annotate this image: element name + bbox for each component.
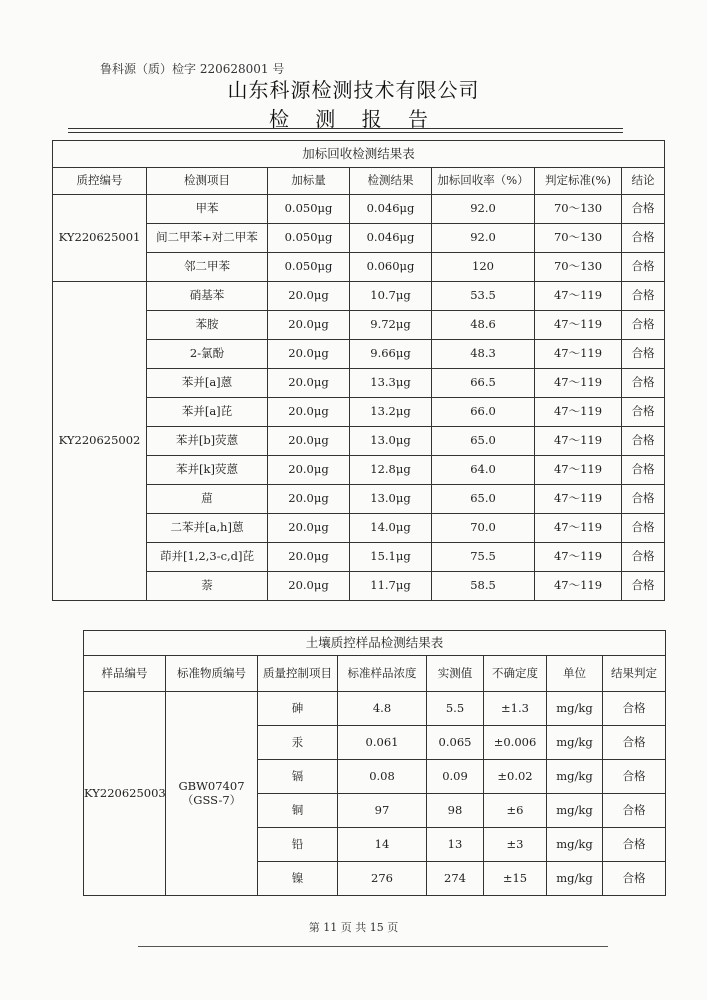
table-cell: mg/kg (547, 760, 603, 794)
table-cell: 20.0μg (268, 514, 350, 543)
table-cell: 20.0μg (268, 282, 350, 311)
reference-material-number: GBW07407 (178, 779, 245, 794)
table-cell: 合格 (622, 224, 665, 253)
table-cell: 硝基苯 (147, 282, 268, 311)
table-cell: 53.5 (432, 282, 535, 311)
reference-material-cell (166, 692, 258, 896)
table-cell: 合格 (603, 794, 666, 828)
table-cell: 65.0 (432, 427, 535, 456)
table-cell: 合格 (622, 311, 665, 340)
table-cell: 合格 (622, 514, 665, 543)
table-cell: 苯并[b]荧蒽 (147, 427, 268, 456)
table-cell: 48.3 (432, 340, 535, 369)
table-cell: 镍 (258, 862, 338, 896)
table-cell: 砷 (258, 692, 338, 726)
table-cell: 20.0μg (268, 427, 350, 456)
table-cell: 13.0μg (350, 427, 432, 456)
table-header-row (84, 656, 666, 692)
table-cell: 10.7μg (350, 282, 432, 311)
table-cell: 合格 (622, 340, 665, 369)
column-header: 质量控制项目 (258, 656, 338, 692)
table-cell: 合格 (622, 485, 665, 514)
table-cell: 47～119 (535, 572, 622, 601)
table-cell: mg/kg (547, 862, 603, 896)
table-cell: ±0.02 (484, 760, 547, 794)
table-cell: 镉 (258, 760, 338, 794)
table-cell: 66.0 (432, 398, 535, 427)
table-cell: 58.5 (432, 572, 535, 601)
table-cell: 苯并[a]蒽 (147, 369, 268, 398)
table-cell: 20.0μg (268, 398, 350, 427)
table-cell: 合格 (603, 692, 666, 726)
table-cell: mg/kg (547, 726, 603, 760)
column-header: 检测结果 (350, 168, 432, 195)
table-cell: 13.2μg (350, 398, 432, 427)
table-cell: 铅 (258, 828, 338, 862)
table-cell: 0.046μg (350, 195, 432, 224)
table-cell: 64.0 (432, 456, 535, 485)
table-cell: 0.061 (338, 726, 427, 760)
table-cell: 4.8 (338, 692, 427, 726)
table-cell: 合格 (622, 398, 665, 427)
column-header: 结论 (622, 168, 665, 195)
table-cell: 5.5 (427, 692, 484, 726)
table-cell: 97 (338, 794, 427, 828)
table-cell: 48.6 (432, 311, 535, 340)
table-cell: 14 (338, 828, 427, 862)
table-cell: 47～119 (535, 456, 622, 485)
table-cell: 65.0 (432, 485, 535, 514)
table-cell: 13.3μg (350, 369, 432, 398)
table-cell: 合格 (622, 195, 665, 224)
soil-qc-table (83, 630, 666, 896)
table-row (53, 195, 665, 224)
column-header: 不确定度 (484, 656, 547, 692)
table-cell: 70～130 (535, 224, 622, 253)
table-cell: 合格 (622, 543, 665, 572)
column-header: 样品编号 (84, 656, 166, 692)
table-cell: 合格 (622, 456, 665, 485)
table-cell: 14.0μg (350, 514, 432, 543)
table-cell: 70～130 (535, 195, 622, 224)
table-cell: 合格 (622, 282, 665, 311)
table-cell: 9.72μg (350, 311, 432, 340)
column-header: 单位 (547, 656, 603, 692)
table-cell: 合格 (622, 427, 665, 456)
table-cell: 0.09 (427, 760, 484, 794)
table-cell: 20.0μg (268, 572, 350, 601)
document-title: 检 测 报 告 (268, 107, 439, 131)
table-cell: 0.050μg (268, 253, 350, 282)
table-cell: 2-氯酚 (147, 340, 268, 369)
column-header: 标准样品浓度 (338, 656, 427, 692)
table-cell: 20.0μg (268, 456, 350, 485)
table-cell: ±1.3 (484, 692, 547, 726)
table-cell: 98 (427, 794, 484, 828)
table-cell: 12.8μg (350, 456, 432, 485)
table-cell: 11.7μg (350, 572, 432, 601)
table-cell: 合格 (603, 760, 666, 794)
table-cell: 92.0 (432, 195, 535, 224)
table-row (84, 692, 666, 726)
table-cell: 47～119 (535, 485, 622, 514)
table-cell: 47～119 (535, 427, 622, 456)
table-cell: 苯并[a]芘 (147, 398, 268, 427)
table-cell: 274 (427, 862, 484, 896)
table-cell: 二苯并[a,h]蒽 (147, 514, 268, 543)
table-cell: 70～130 (535, 253, 622, 282)
table-caption-row (53, 141, 665, 168)
table-cell: 合格 (622, 572, 665, 601)
table-cell: 15.1μg (350, 543, 432, 572)
column-header: 结果判定 (603, 656, 666, 692)
table-cell: 13 (427, 828, 484, 862)
column-header: 加标回收率（%） (432, 168, 535, 195)
table-cell: 47～119 (535, 369, 622, 398)
table-cell: 20.0μg (268, 369, 350, 398)
table-cell: ±6 (484, 794, 547, 828)
spike-recovery-table (52, 140, 665, 601)
table-cell: 0.050μg (268, 195, 350, 224)
table-cell: 20.0μg (268, 311, 350, 340)
table-cell: mg/kg (547, 794, 603, 828)
table-cell: 47～119 (535, 282, 622, 311)
table-cell: 20.0μg (268, 543, 350, 572)
table-cell: 120 (432, 253, 535, 282)
table-header-row (53, 168, 665, 195)
table-row (53, 282, 665, 311)
table-cell: 66.5 (432, 369, 535, 398)
table-cell: 䓛 (147, 485, 268, 514)
table-caption-row (84, 631, 666, 656)
sample-id-cell: KY220625003 (84, 692, 166, 896)
table-cell: 邻二甲苯 (147, 253, 268, 282)
table-cell: 茚并[1,2,3-c,d]芘 (147, 543, 268, 572)
table-cell: ±15 (484, 862, 547, 896)
table-cell: 0.08 (338, 760, 427, 794)
column-header: 检测项目 (147, 168, 268, 195)
column-header: 质控编号 (53, 168, 147, 195)
table-cell: 20.0μg (268, 485, 350, 514)
qc-id-cell: KY220625001 (53, 195, 147, 282)
table-cell: 间二甲苯+对二甲苯 (147, 224, 268, 253)
table-cell: 75.5 (432, 543, 535, 572)
table-cell: 9.66μg (350, 340, 432, 369)
table-cell: 苯胺 (147, 311, 268, 340)
header-rule (68, 128, 623, 129)
table-cell: 47～119 (535, 311, 622, 340)
table-cell: 47～119 (535, 398, 622, 427)
table-cell: 合格 (603, 726, 666, 760)
table-cell: ±0.006 (484, 726, 547, 760)
header-rule-double (68, 132, 623, 133)
table-cell: 92.0 (432, 224, 535, 253)
table-cell: 萘 (147, 572, 268, 601)
table-cell: 13.0μg (350, 485, 432, 514)
table-cell: 47～119 (535, 340, 622, 369)
table-cell: 70.0 (432, 514, 535, 543)
table-cell: 合格 (603, 828, 666, 862)
reference-material-code: （GSS-7） (181, 792, 242, 807)
table-cell: ±3 (484, 828, 547, 862)
table-cell: 0.060μg (350, 253, 432, 282)
table-cell: 276 (338, 862, 427, 896)
column-header: 标准物质编号 (166, 656, 258, 692)
table-cell: 合格 (622, 369, 665, 398)
table-cell: 47～119 (535, 543, 622, 572)
footer-rule (138, 946, 608, 947)
table-cell: mg/kg (547, 828, 603, 862)
table-caption: 土壤质控样品检测结果表 (84, 631, 666, 656)
report-number: 鲁科源（质）检字 220628001 号 (100, 62, 285, 76)
table-cell: mg/kg (547, 692, 603, 726)
table-cell: 0.050μg (268, 224, 350, 253)
table-caption: 加标回收检测结果表 (53, 141, 665, 168)
table-cell: 甲苯 (147, 195, 268, 224)
column-header: 实测值 (427, 656, 484, 692)
table-cell: 汞 (258, 726, 338, 760)
table-cell: 0.046μg (350, 224, 432, 253)
table-cell: 合格 (603, 862, 666, 896)
column-header: 加标量 (268, 168, 350, 195)
table-cell: 0.065 (427, 726, 484, 760)
column-header: 判定标准(%) (535, 168, 622, 195)
table-cell: 47～119 (535, 514, 622, 543)
page-number: 第 11 页 共 15 页 (308, 921, 399, 934)
table-cell: 合格 (622, 253, 665, 282)
qc-id-cell: KY220625002 (53, 282, 147, 601)
table-cell: 苯并[k]荧蒽 (147, 456, 268, 485)
table-cell: 铜 (258, 794, 338, 828)
company-name: 山东科源检测技术有限公司 (227, 78, 480, 102)
table-cell: 20.0μg (268, 340, 350, 369)
